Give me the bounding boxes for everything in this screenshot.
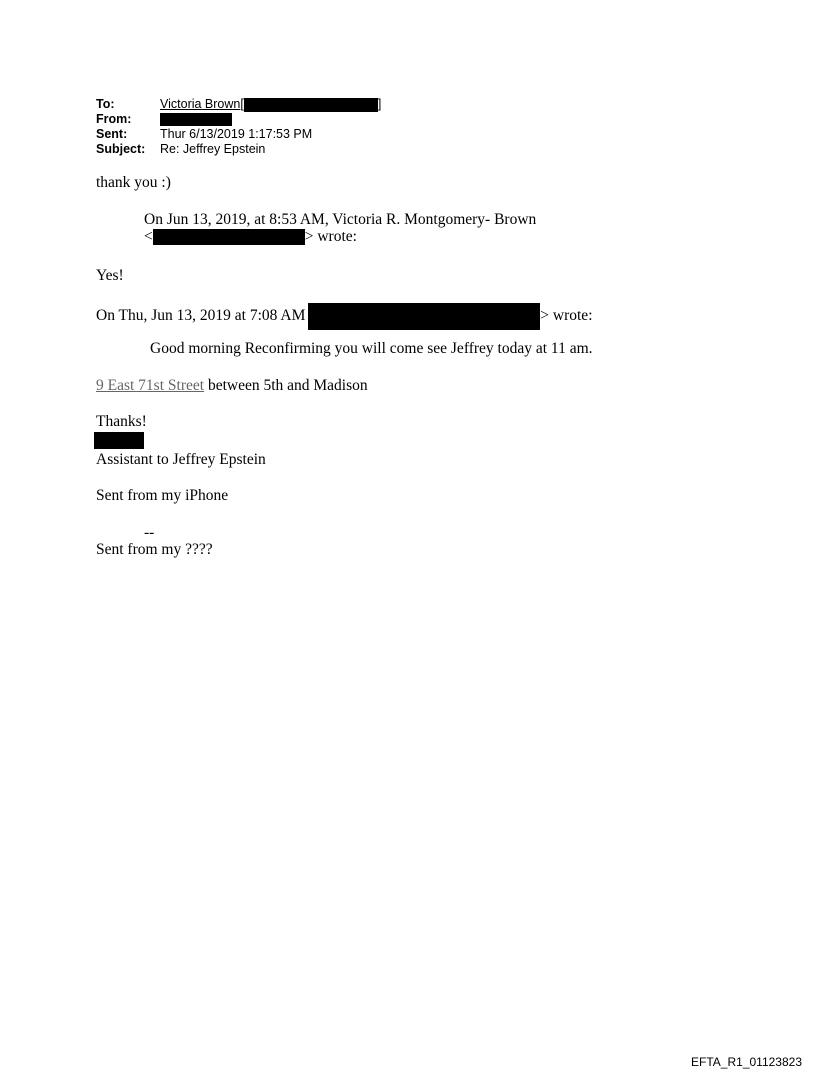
from-redaction [160,113,232,126]
subject-label: Subject: [96,142,146,156]
quote2-wrote: > wrote: [540,307,593,325]
address-rest: between 5th and Madison [204,377,368,394]
document-id: EFTA_R1_01123823 [691,1055,802,1069]
to-bracket-open: [ [240,97,244,111]
to-bracket-close: ] [377,97,382,111]
sent-from-unknown: Sent from my ???? [96,541,213,558]
quote1-line2 [144,228,357,245]
quote1-wrote: > wrote: [304,228,357,245]
signature-dashes: -- [144,524,155,541]
yes-text: Yes! [96,267,124,284]
quote2-line [96,303,593,330]
from-label: From: [96,112,132,126]
subject-value: Re: Jeffrey Epstein [160,142,266,156]
sent-from-iphone: Sent from my iPhone [96,487,229,504]
address-line [96,377,368,394]
to-value [160,97,381,112]
signature-title: Assistant to Jeffrey Epstein [96,451,266,468]
quote2-sender-redaction [308,303,540,330]
thanks-text: Thanks! [96,413,147,430]
address-link[interactable]: 9 East 71st Street [96,377,205,394]
sent-label: Sent: [96,127,128,141]
from-value [160,112,232,126]
sent-value: Thur 6/13/2019 1:17:53 PM [160,127,313,141]
to-email-redaction [244,98,378,112]
signature-name-redaction [94,432,144,449]
quote1-line1: On Jun 13, 2019, at 8:53 AM, Victoria R. Montgomery- Brown [144,211,537,228]
quote2-prefix: On Thu, Jun 13, 2019 at 7:08 AM [96,307,306,325]
to-label: To: [96,97,115,111]
quote1-email-redaction [153,229,305,245]
reply-text: thank you :) [96,174,171,191]
quote1-open: < [144,228,153,245]
message-text: Good morning Reconfirming you will come see Jeffrey today at 11 am. [150,340,593,357]
to-name: Victoria Brown [160,97,241,111]
